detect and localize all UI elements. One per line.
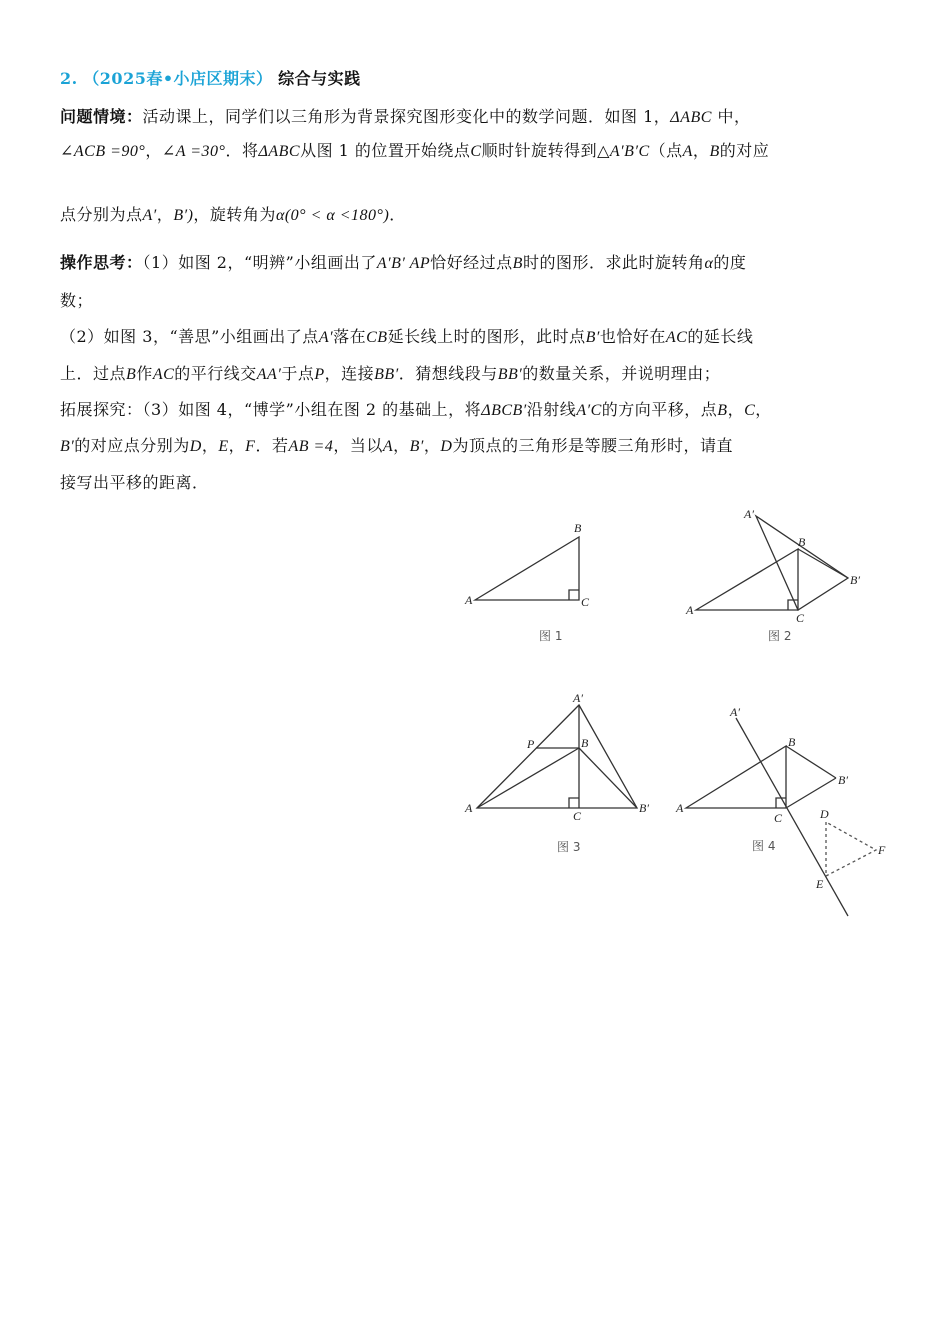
math: AC	[152, 366, 175, 383]
text: ．	[389, 205, 406, 224]
text: 中，	[711, 107, 751, 126]
label-a-prime: A′	[730, 705, 740, 719]
text: ，当以	[333, 436, 383, 455]
text: 点分别为点	[60, 205, 143, 224]
text: ，	[755, 400, 772, 419]
math: A′	[142, 207, 157, 224]
label-p: P	[527, 737, 535, 751]
label-a: A	[676, 801, 684, 815]
text: 从图 1 的位置开始绕点	[300, 141, 471, 160]
figure-2	[680, 502, 880, 652]
triangle-a1b1c	[756, 516, 848, 610]
figure-4-caption: 图 4	[752, 839, 776, 853]
text: ，	[423, 436, 441, 455]
math: CB	[366, 329, 388, 346]
text: 恰好经过点	[430, 253, 513, 272]
text: ，	[727, 400, 745, 419]
question-3-line-3	[60, 470, 209, 493]
figure-4	[670, 700, 900, 925]
math: AA′	[256, 366, 282, 383]
triangle-def	[826, 822, 876, 876]
situation-line-3	[60, 202, 406, 225]
label-c: C	[796, 611, 805, 625]
text: 的平行线交	[174, 364, 257, 383]
math: α	[704, 255, 714, 272]
text: 上．过点	[60, 364, 127, 383]
triangle-abc	[696, 549, 798, 610]
figure-3-caption: 图 3	[557, 840, 581, 854]
label-a: A	[686, 603, 694, 617]
label-b-prime: B′	[639, 801, 649, 815]
math: D	[189, 438, 202, 455]
text: 活动课上，同学们以三角形为背景探究图形变化中的数学问题．如图 1，	[142, 107, 671, 126]
text: ．若	[255, 436, 289, 455]
math: A′B′ AP	[376, 255, 431, 272]
text: 为顶点的三角形是等腰三角形时，请直	[452, 436, 733, 455]
text: 的数量关系，并说明理由；	[522, 364, 721, 383]
math: A	[682, 143, 693, 160]
label-b: B	[788, 735, 796, 749]
text: 的对应点分别为	[74, 436, 190, 455]
text: （2）如图 3，“善思”小组画出了点	[60, 327, 319, 346]
math: D	[440, 438, 453, 455]
math: B′	[409, 438, 424, 455]
label-a-prime: A′	[573, 691, 583, 705]
text: 的度	[713, 253, 747, 272]
text: 接写出平移的距离．	[60, 473, 209, 492]
text: ，旋转角为	[193, 205, 276, 224]
math: B	[126, 366, 137, 383]
text: （点	[649, 141, 683, 160]
text: ，	[156, 205, 174, 224]
problem-number: 2.	[60, 69, 78, 88]
text: 也恰好在	[599, 327, 666, 346]
figure-1	[455, 520, 605, 650]
question-1-line-1	[60, 250, 746, 273]
text: 作	[136, 364, 153, 383]
text: ，连接	[324, 364, 375, 383]
label-b-prime: B′	[850, 573, 860, 587]
math: P	[314, 366, 325, 383]
problem-source: （2025春•小店区期末）	[83, 69, 273, 88]
situation-line-1	[60, 104, 751, 127]
text: （3）如图 4，“博学”小组在图 2 的基础上，将	[142, 400, 482, 419]
figure-3	[455, 690, 665, 860]
label-a-prime: A′	[744, 507, 754, 521]
label-c: C	[774, 811, 783, 825]
math: C	[470, 143, 482, 160]
problem-header	[60, 66, 361, 89]
problem-category: 综合与实践	[278, 69, 361, 88]
math: A′C	[576, 402, 602, 419]
text: 落在	[333, 327, 367, 346]
label-b: B	[581, 736, 589, 750]
text: 时的图形．求此时旋转角	[522, 253, 705, 272]
question-3-line-1	[60, 397, 772, 420]
math: E	[218, 438, 229, 455]
label-f: F	[878, 843, 886, 857]
question-1-line-2	[60, 288, 93, 311]
question-2-line-2	[60, 361, 720, 384]
text: （1）如图 2，“明辨”小组画出了	[142, 253, 377, 272]
segment-c-b1	[786, 778, 836, 808]
label-c: C	[581, 595, 590, 609]
text: ，	[393, 436, 410, 455]
math: B	[717, 402, 728, 419]
math: α(0° < α <180°)	[275, 207, 390, 224]
text: ．将	[225, 141, 259, 160]
label-b-prime: B′	[838, 773, 848, 787]
math: ΔABC	[258, 143, 301, 160]
figure-1-caption: 图 1	[539, 629, 563, 643]
right-angle-mark	[788, 600, 798, 610]
situation-label: 问题情境：	[60, 107, 143, 126]
segment-b-b1	[786, 746, 836, 778]
math: ∠A =30°	[161, 143, 226, 160]
question-3-line-2	[60, 433, 733, 456]
text: 于点	[281, 364, 315, 383]
math: C	[744, 402, 756, 419]
triangle-abc	[686, 746, 786, 808]
label-a: A	[465, 801, 473, 815]
label-a: A	[465, 593, 473, 607]
question-2-line-1	[60, 324, 753, 347]
operation-label: 操作思考：	[60, 253, 143, 272]
math: BB′	[497, 366, 523, 383]
math: ΔBCB′	[481, 402, 527, 419]
text: 数；	[60, 291, 94, 310]
text: 延长线上时的图形，此时点	[387, 327, 586, 346]
figure-2-caption: 图 2	[768, 629, 792, 643]
label-e: E	[816, 877, 824, 891]
math: A	[382, 438, 394, 455]
math: AB =4	[288, 438, 334, 455]
text: 的方向平移，点	[601, 400, 718, 419]
text: 顺时针旋转得到△	[481, 141, 610, 160]
text: ，	[692, 141, 710, 160]
text: 的对应	[719, 141, 770, 160]
label-d: D	[820, 807, 829, 821]
math: AC	[665, 329, 688, 346]
segment-b-b1	[798, 549, 848, 578]
label-b: B	[798, 535, 806, 549]
text: ，	[145, 141, 162, 160]
math: A′B′C	[609, 143, 650, 160]
math: B′	[60, 438, 75, 455]
text: 的延长线	[687, 327, 754, 346]
text: ．猜想线段与	[398, 364, 498, 383]
right-angle-mark	[569, 798, 579, 808]
math: BB′	[374, 366, 399, 383]
right-angle-mark	[569, 590, 579, 600]
math: ΔABC	[670, 109, 712, 126]
text: ，	[201, 436, 219, 455]
text: ，	[228, 436, 246, 455]
math: B	[512, 255, 523, 272]
text: 沿射线	[526, 400, 577, 419]
label-c: C	[573, 809, 582, 823]
math: B′	[585, 329, 600, 346]
situation-line-2	[60, 138, 769, 161]
triangle-abc	[475, 537, 579, 600]
triangle-outer	[477, 705, 637, 808]
math: ∠ACB =90°	[60, 143, 146, 160]
label-b: B	[574, 521, 582, 535]
extension-label: 拓展探究：	[60, 400, 143, 419]
math: B	[709, 143, 720, 160]
math: A′	[318, 329, 334, 346]
math: B′)	[173, 207, 194, 224]
math: F	[245, 438, 256, 455]
